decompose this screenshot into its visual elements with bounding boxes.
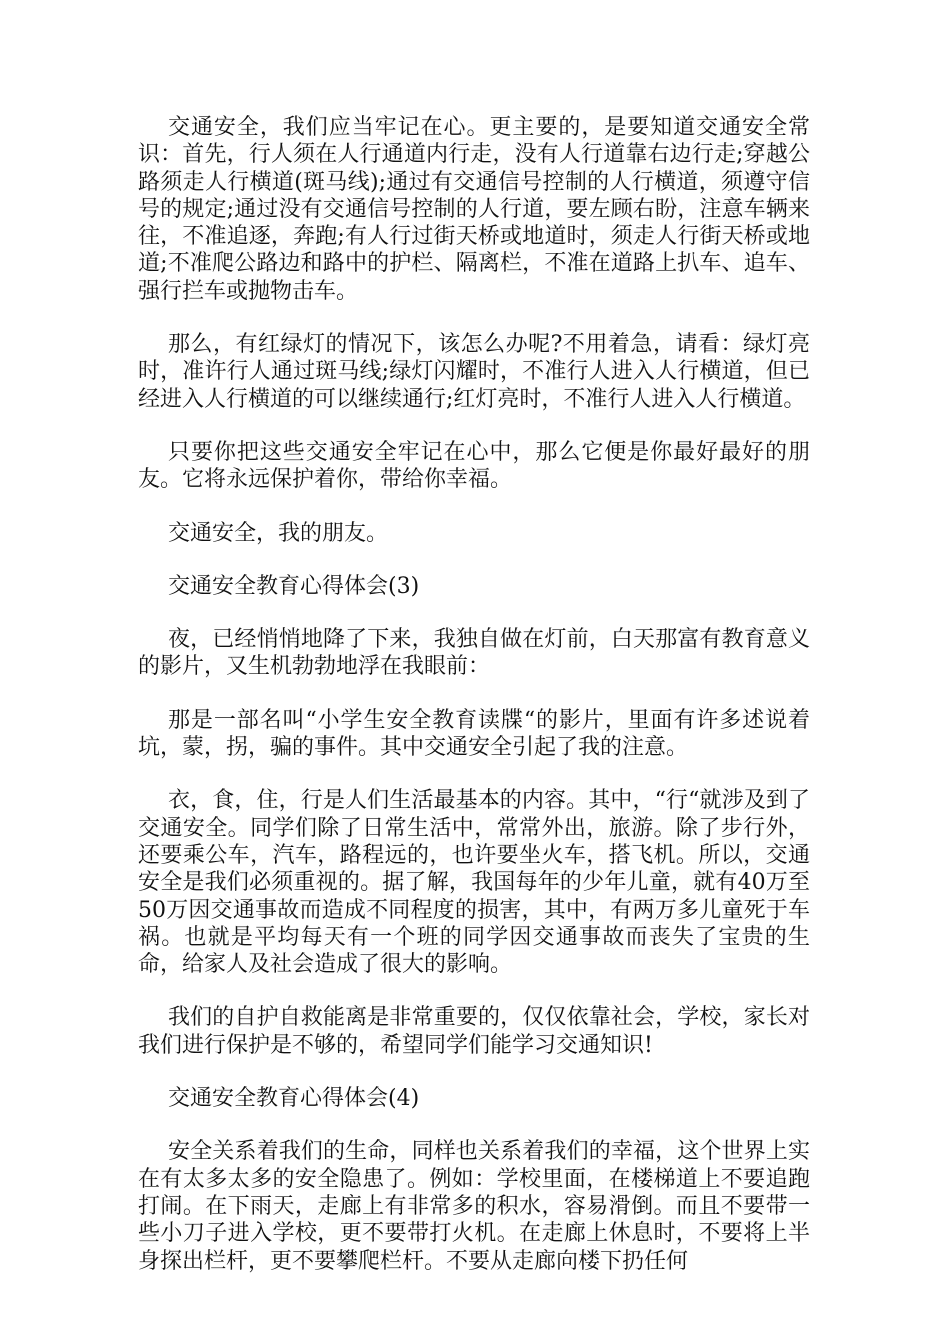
paragraph-keep-in-mind: 只要你把这些交通安全牢记在心中，那么它便是你最好最好的朋友。它将永远保护着你，带给你幸福。 xyxy=(138,439,810,493)
paragraph-my-friend: 交通安全，我的朋友。 xyxy=(168,520,389,546)
paragraph-traffic-rules: 交通安全，我们应当牢记在心。更主要的，是要知道交通安全常识：首先，行人须在人行通道内行走，没有人行道靠右边行走;穿越公路须走人行横道(斑马线);通过有交通信号控制的人行横道，须遵守信号的规定;通过没有交通信号控制的人行道，要左顾右盼，注意车辆来往，不准追逐，奔跑;有人行过街天桥或地道时，须走人行街天桥或地道;不准爬公路边和路中的护栏、隔离栏，不准在道路上扒车、追车、强行拦车或抛物击车。 xyxy=(138,115,810,304)
paragraph-traffic-lights: 那么，有红绿灯的情况下，该怎么办呢?不用着急，请看：绿灯亮时，准许行人通过斑马线;绿灯闪耀时，不准行人进入人行横道，但已经进入人行横道的可以继续通行;红灯亮时，不准行人进入人行横道。 xyxy=(138,332,810,412)
paragraph-daily-life: 衣，食，住，行是人们生活最基本的内容。其中，“行“就涉及到了交通安全。同学们除了日常生活中，常常外出，旅游。除了步行外，还要乘公车，汽车，路程远的，也许要坐火车，搭飞机。所以，交通安全是我们必须重视的。据了解，我国每年的少年儿童，就有40万至50万因交通事故而造成不同程度的损害，其中，有两万多儿童死于车祸。也就是平均每天有一个班的同学因交通事故而丧失了宝贵的生命，给家人及社会造成了很大的影响。 xyxy=(138,788,810,978)
paragraph-school-safety: 安全关系着我们的生命，同样也关系着我们的幸福，这个世界上实在有太多太多的安全隐患了。例如：学校里面，在楼梯道上不要追跑打闹。在下雨天，走廊上有非常多的积水，容易滑倒。而且不要带一些小刀子进入学校，更不要带打火机。在走廊上休息时，不要将上半身探出栏杆，更不要攀爬栏杆。不要从走廊向楼下扔任何 xyxy=(138,1139,810,1274)
paragraph-self-protection: 我们的自护自救能离是非常重要的，仅仅依靠社会，学校，家长对我们进行保护是不够的，希望同学们能学习交通知识! xyxy=(138,1005,810,1058)
section-heading-4: 交通安全教育心得体会(4) xyxy=(168,1086,420,1112)
document-body xyxy=(138,114,810,1301)
paragraph-safety-film: 那是一部名叫“小学生安全教育读牒“的影片，里面有许多述说着坑，蒙，拐，骗的事件。其中交通安全引起了我的注意。 xyxy=(138,707,810,761)
paragraph-night-reflection: 夜，已经悄悄地降了下来，我独自做在灯前，白天那富有教育意义的影片，又生机勃勃地浮在我眼前： xyxy=(138,627,810,680)
section-heading-3: 交通安全教育心得体会(3) xyxy=(168,573,420,599)
